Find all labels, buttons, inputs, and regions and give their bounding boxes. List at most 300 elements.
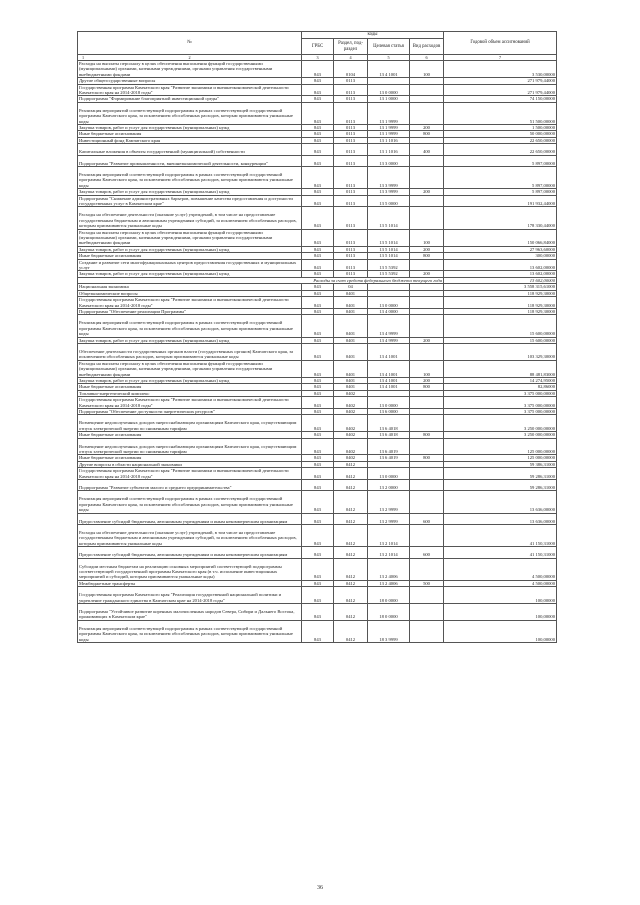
row-section: 0113 [334, 144, 368, 155]
row-grbs: 843 [302, 461, 334, 467]
table-row [78, 603, 557, 620]
table-row [78, 102, 557, 124]
row-amount: 118 929,30000 [444, 297, 557, 309]
row-grbs: 843 [302, 229, 334, 246]
table-row [78, 587, 557, 604]
row-description: Подпрограмма "Снижение административных барьеров, повышение качества предоставления и доступности государственных услуг в Камчатском крае" [78, 195, 302, 207]
row-grbs: 843 [302, 84, 334, 96]
row-target-article: 13 1 9999 [368, 102, 410, 124]
row-amount: 271 979,44000 [444, 84, 557, 96]
row-grbs: 843 [302, 455, 334, 461]
row-grbs: 843 [302, 524, 334, 546]
row-target-article: 13 5 1014 [368, 207, 410, 229]
table-row [78, 524, 557, 546]
row-amount: 3 250 000,00000 [444, 415, 557, 432]
row-section: 0412 [334, 461, 368, 467]
table-row [78, 547, 557, 558]
row-amount: 82,86000 [444, 384, 557, 390]
column-number-3: 3 [302, 55, 334, 61]
row-target-article: 13 5 1014 [368, 229, 410, 246]
row-expense-type: 800 [410, 384, 444, 390]
row-expense-type: 200 [410, 271, 444, 277]
table-row [78, 167, 557, 189]
row-expense-type: 200 [410, 189, 444, 195]
row-grbs: 843 [302, 390, 334, 396]
row-section: 0401 [334, 343, 368, 360]
row-amount: 100,00000 [444, 603, 557, 620]
row-grbs: 843 [302, 189, 334, 195]
row-amount: 59 286,31000 [444, 479, 557, 490]
row-amount: 103 329,30000 [444, 343, 557, 360]
row-expense-type: 800 [410, 432, 444, 438]
row-section: 0113 [334, 271, 368, 277]
row-expense-type [410, 491, 444, 513]
row-description: Подпрограмма "Формирование благоприятной инвестиционной среды" [78, 96, 302, 102]
row-expense-type [410, 259, 444, 271]
row-amount: 13 636,00000 [444, 513, 557, 524]
row-section: 0113 [334, 246, 368, 252]
row-grbs: 843 [302, 125, 334, 131]
row-section: 0412 [334, 468, 368, 480]
row-target-article: 13 5 0000 [368, 195, 410, 207]
row-expense-type [410, 415, 444, 432]
row-grbs: 843 [302, 144, 334, 155]
table-row [78, 491, 557, 513]
row-section: 0113 [334, 229, 368, 246]
row-description: Закупка товаров, работ и услуг для государственных (муниципальных) нужд [78, 377, 302, 383]
row-description: Другие вопросы в области национальной экономики [78, 461, 302, 467]
row-section: 0113 [334, 96, 368, 102]
row-description: Реализация мероприятий соответствующей подпрограммы в рамках соответствующей государственной программы Камчатского края, за исключением обособленных расходов, которым присваиваются уникальные коды [78, 491, 302, 513]
row-amount: 22 650,00000 [444, 144, 557, 155]
row-amount: 5 897,00000 [444, 155, 557, 166]
row-description: Топливно-энергетический комплекс [78, 390, 302, 396]
row-description: Национальная экономика [78, 284, 302, 290]
row-grbs: 843 [302, 315, 334, 337]
row-grbs: 843 [302, 343, 334, 360]
row-target-article: 13 4 1001 [368, 343, 410, 360]
row-section: 0412 [334, 479, 368, 490]
row-description: Подпрограмма "Развитие субъектов малого и среднего предпринимательства" [78, 479, 302, 490]
row-amount: 13 602,00000 [444, 277, 557, 283]
row-description: Расходы на обеспечение деятельности (оказание услуг) учреждений, в том числе на предоставление государственным бюджетным и автономным учреждениям субсидий, за исключением обособленных расходов, которым присваиваются уникальные коды [78, 524, 302, 546]
row-description: Государственная программа Камчатского края "Развитие экономики и внешнеэкономической деятельности Камчатского края на 2014-2018 годы" [78, 84, 302, 96]
row-target-article: 13 4 0000 [368, 308, 410, 314]
table-row [78, 297, 557, 309]
column-number-5: 5 [368, 55, 410, 61]
row-expense-type: 800 [410, 131, 444, 137]
column-number-1-2 [78, 55, 302, 61]
row-expense-type [410, 620, 444, 642]
row-section: 0412 [334, 580, 368, 586]
row-grbs: 843 [302, 360, 334, 377]
row-grbs: 843 [302, 246, 334, 252]
row-section: 0401 [334, 290, 368, 296]
row-section: 0402 [334, 455, 368, 461]
row-target-article: 13 0 0000 [368, 84, 410, 96]
row-description: Расходы на обеспечение деятельности (оказание услуг) учреждений, в том числе на предоставление государственным бюджетным и автономным учреждениям субсидий, за исключением обособленных расходов, которым присваиваются уникальные коды [78, 207, 302, 229]
row-section: 0113 [334, 155, 368, 166]
row-target-article: 13 1 1016 [368, 137, 410, 143]
row-target-article: 13 1 1016 [368, 144, 410, 155]
row-target-article: 13 1 9999 [368, 131, 410, 137]
row-section: 0402 [334, 397, 368, 409]
row-grbs: 843 [302, 207, 334, 229]
row-section: 0113 [334, 125, 368, 131]
row-section: 0113 [334, 167, 368, 189]
row-section: 0113 [334, 102, 368, 124]
row-description: Закупка товаров, работ и услуг для государственных (муниципальных) нужд [78, 125, 302, 131]
row-target-article: 13 3 9999 [368, 167, 410, 189]
row-amount: 125 000,00000 [444, 455, 557, 461]
row-expense-type: 100 [410, 360, 444, 377]
row-expense-type [410, 479, 444, 490]
row-expense-type: 200 [410, 246, 444, 252]
row-grbs: 843 [302, 253, 334, 259]
row-description: Возмещение недополученных доходов энергоснабжающим организациям Камчатского края, осуществляющим отпуск электрической энергии по сниженным тарифам [78, 415, 302, 432]
row-section: 0113 [334, 189, 368, 195]
row-section: 0113 [334, 84, 368, 96]
row-amount: 27 963,60000 [444, 246, 557, 252]
row-description: Расходы на выплаты персоналу в целях обеспечения выполнения функций государственными (муниципальными) органами, казенными учреждениями, органами управления государственными внебюджетными фондами [78, 360, 302, 377]
row-section: 0401 [334, 377, 368, 383]
row-description: Закупка товаров, работ и услуг для государственных (муниципальных) нужд [78, 271, 302, 277]
row-amount: 15 600,00000 [444, 315, 557, 337]
row-grbs: 843 [302, 137, 334, 143]
row-amount: 3 530,00000 [444, 61, 557, 78]
row-description: Иные бюджетные ассигнования [78, 384, 302, 390]
column-number-1: 1 [82, 55, 85, 60]
row-description: Государственная программа Камчатского края "Реализация государственной национальной политики и укрепление гражданского единства в Камчатском крае на 2014-2018 годы" [78, 587, 302, 604]
row-section: 0401 [334, 297, 368, 309]
row-amount: 3 558 315,61000 [444, 284, 557, 290]
row-section: 0412 [334, 524, 368, 546]
row-amount: 118 929,30000 [444, 308, 557, 314]
header-section: Раздел, под- раздел [334, 39, 368, 55]
row-grbs: 843 [302, 384, 334, 390]
row-grbs: 843 [302, 580, 334, 586]
row-expense-type [410, 558, 444, 580]
row-target-article: 13 4 1001 [368, 377, 410, 383]
header-target-article: Целевая статья [368, 39, 410, 55]
row-amount: 150 066,84000 [444, 229, 557, 246]
row-description: Реализация мероприятий соответствующей подпрограммы в рамках соответствующей государственной программы Камчатского края, за исключением обособленных расходов, которым присваиваются уникальные коды [78, 102, 302, 124]
row-expense-type [410, 603, 444, 620]
row-expense-type [410, 524, 444, 546]
row-description: Государственная программа Камчатского края "Развитие экономики и внешнеэкономической деятельности Камчатского края на 2014-2018 годы" [78, 297, 302, 309]
row-grbs: 843 [302, 290, 334, 296]
row-amount: 41 150,31000 [444, 547, 557, 558]
column-number-4: 4 [334, 55, 368, 61]
row-target-article: 18 3 9999 [368, 620, 410, 642]
column-number-6: 6 [410, 55, 444, 61]
row-description: Реализация мероприятий соответствующей подпрограммы в рамках соответствующей государственной программы Камчатского края, за исключением обособленных расходов, которым присваиваются уникальные коды [78, 315, 302, 337]
row-amount: 100,00000 [444, 620, 557, 642]
row-amount: 300,00000 [444, 253, 557, 259]
row-amount: 22 650,00000 [444, 137, 557, 143]
row-target-article: 13 2 4006 [368, 558, 410, 580]
row-grbs: 843 [302, 603, 334, 620]
row-description: Другие общегосударственные вопросы [78, 78, 302, 84]
row-grbs: 843 [302, 415, 334, 432]
row-description: Субсидии местным бюджетам на реализацию основных мероприятий соответствующей подпрограммы соответствующей государственной программы Камчатского края (в т.ч. исполнение инвестиционных мероприятий и субсидий, которым присваиваются уникальные коды) [78, 558, 302, 580]
row-grbs: 843 [302, 308, 334, 314]
row-section: 0412 [334, 587, 368, 604]
row-amount: 3 375 000,00000 [444, 397, 557, 409]
row-amount: 178 330,44000 [444, 207, 557, 229]
row-description: Инвестиционный фонд Камчатского края [78, 137, 302, 143]
header-grbs: ГРБС [302, 39, 334, 55]
row-description: Обеспечение деятельности государственных органов власти (государственных органов) Камчатского края, за исключением обособленных расходов, которым присваиваются уникальные коды [78, 343, 302, 360]
header-expense-type: Вид расходов [410, 39, 444, 55]
row-description: Расходы на выплаты персоналу в целях обеспечения выполнения функций государственными (муниципальными) органами, казенными учреждениями, органами управления государственными внебюджетными фондами [78, 229, 302, 246]
row-amount: 15 600,00000 [444, 337, 557, 343]
row-amount: 41 150,31000 [444, 524, 557, 546]
row-amount: 50 000,00000 [444, 131, 557, 137]
row-target-article: 13 6 4019 [368, 438, 410, 455]
row-expense-type [410, 155, 444, 166]
row-grbs: 843 [302, 271, 334, 277]
row-grbs: 843 [302, 96, 334, 102]
row-grbs: 843 [302, 195, 334, 207]
row-amount: 59 386,31000 [444, 461, 557, 467]
row-description: Иные бюджетные ассигнования [78, 455, 302, 461]
row-amount: 125 000,00000 [444, 438, 557, 455]
row-section: 0401 [334, 315, 368, 337]
column-number-2: 2 [188, 55, 191, 60]
row-target-article: 13 3 9999 [368, 189, 410, 195]
row-target-article: 13 2 4006 [368, 580, 410, 586]
row-description: Подпрограмма "Обеспечение реализации Программы" [78, 308, 302, 314]
row-expense-type [410, 343, 444, 360]
row-description: Подпрограмма "Обеспечение доступности энергетических ресурсов" [78, 408, 302, 414]
row-expense-type [410, 587, 444, 604]
row-amount: 88 481,83000 [444, 360, 557, 377]
row-target-article: 18 0 0000 [368, 603, 410, 620]
row-description: Создание и развитие сети многофункциональных центров предоставления государственных и муниципальных услуг [78, 259, 302, 271]
row-amount: 13 602,00000 [444, 259, 557, 271]
table-row [78, 207, 557, 229]
row-description: Капитальные вложения в объекты государственной (муниципальной) собственности [78, 144, 302, 155]
row-expense-type: 600 [410, 547, 444, 558]
table-row [78, 438, 557, 455]
page-number: 36 [317, 885, 323, 891]
row-description: Расходы на выплаты персоналу в целях обеспечения выполнения функций государственными (муниципальными) органами, казенными учреждениями, органами управления государственными внебюджетными фондами [78, 61, 302, 78]
row-amount: 74 150,00000 [444, 96, 557, 102]
row-description: Возмещение недополученных доходов энергоснабжающим организациям Камчатского края, осуществляющим отпуск электрической энергии по сниженным тарифам [78, 438, 302, 455]
row-section: 0401 [334, 308, 368, 314]
row-grbs: 843 [302, 102, 334, 124]
row-amount: 118 929,30000 [444, 290, 557, 296]
header-number: № [78, 32, 302, 55]
row-expense-type [410, 167, 444, 189]
row-section: 0402 [334, 432, 368, 438]
row-target-article: 13 2 0000 [368, 479, 410, 490]
row-expense-type: 200 [410, 125, 444, 131]
row-expense-type [410, 207, 444, 229]
row-target-article: 13 4 1001 [368, 360, 410, 377]
row-description: Реализация мероприятий соответствующей подпрограммы в рамках соответствующей государственной программы Камчатского края, за исключением обособленных расходов, которым присваиваются уникальные коды [78, 167, 302, 189]
table-row [78, 155, 557, 166]
row-expense-type [410, 102, 444, 124]
row-amount: 13 636,00000 [444, 491, 557, 513]
table-row [78, 415, 557, 432]
row-section: 0402 [334, 408, 368, 414]
row-expense-type: 200 [410, 377, 444, 383]
row-amount: 51 500,00000 [444, 102, 557, 124]
row-section: 0113 [334, 253, 368, 259]
row-description: Общеэкономические вопросы [78, 290, 302, 296]
row-section: 0113 [334, 78, 368, 84]
budget-table [77, 31, 557, 643]
row-amount: 4 500,00000 [444, 580, 557, 586]
table-row [78, 397, 557, 409]
row-expense-type [410, 397, 444, 409]
row-section: 0401 [334, 360, 368, 377]
row-description: Предоставление субсидий бюджетным, автономным учреждениям и иным некоммерческим организациям [78, 547, 302, 558]
row-expense-type [410, 195, 444, 207]
row-section: 0402 [334, 390, 368, 396]
row-target-article: 13 4 9999 [368, 337, 410, 343]
row-expense-type: 400 [410, 144, 444, 155]
row-description: Подпрограмма "Развитие промышленности, внешнеэкономической деятельности, конкуренции" [78, 155, 302, 166]
row-expense-type: 800 [410, 455, 444, 461]
row-amount: 14 274,95000 [444, 377, 557, 383]
row-target-article: 13 2 9999 [368, 513, 410, 524]
table-row [78, 620, 557, 642]
row-section: 0113 [334, 195, 368, 207]
row-expense-type: 600 [410, 513, 444, 524]
row-amount: 3 375 000,00000 [444, 408, 557, 414]
row-target-article: 13 6 4019 [368, 455, 410, 461]
table-row [78, 144, 557, 155]
row-section: 04 [334, 284, 368, 290]
row-target-article: 13 4 1001 [368, 384, 410, 390]
row-target-article: 13 0 0000 [368, 397, 410, 409]
row-description: Закупка товаров, работ и услуг для государственных (муниципальных) нужд [78, 189, 302, 195]
row-section: 0412 [334, 491, 368, 513]
row-amount: 3 250 000,00000 [444, 432, 557, 438]
row-amount: 4 500,00000 [444, 558, 557, 580]
row-section: 0113 [334, 137, 368, 143]
row-target-article: 13 0 0000 [368, 297, 410, 309]
row-amount: 191 932,44000 [444, 195, 557, 207]
table-row [78, 315, 557, 337]
row-grbs: 843 [302, 479, 334, 490]
header-codes-group: коды [302, 32, 444, 39]
row-grbs: 843 [302, 587, 334, 604]
row-grbs: 843 [302, 547, 334, 558]
row-section: 0113 [334, 207, 368, 229]
row-grbs: 843 [302, 558, 334, 580]
row-section: 0113 [334, 259, 368, 271]
row-description: Предоставление субсидий бюджетным, автономным учреждениям и иным некоммерческим организациям [78, 513, 302, 524]
row-grbs: 843 [302, 468, 334, 480]
row-expense-type: 800 [410, 253, 444, 259]
row-section: 0113 [334, 131, 368, 137]
row-section: 0412 [334, 513, 368, 524]
row-grbs: 843 [302, 513, 334, 524]
row-target-article: 13 3 0000 [368, 155, 410, 166]
row-description: Подпрограмма "Устойчивое развитие коренных малочисленных народов Севера, Сибири и Дальнего Востока, проживающих в Камчатском крае" [78, 603, 302, 620]
row-target-article: 13 5 5392 [368, 259, 410, 271]
row-target-article: 13 2 1014 [368, 524, 410, 546]
row-grbs: 843 [302, 259, 334, 271]
row-target-article: 13 5 1014 [368, 246, 410, 252]
row-target-article: 13 6 4018 [368, 415, 410, 432]
row-grbs: 843 [302, 78, 334, 84]
row-grbs: 843 [302, 297, 334, 309]
row-expense-type: 100 [410, 61, 444, 78]
table-row [78, 513, 557, 524]
row-amount: 100,00000 [444, 587, 557, 604]
row-description: Закупка товаров, работ и услуг для государственных (муниципальных) нужд [78, 337, 302, 343]
row-grbs: 843 [302, 61, 334, 78]
column-number-7: 7 [444, 55, 557, 61]
table-row [78, 360, 557, 377]
row-grbs: 843 [302, 131, 334, 137]
row-target-article: 13 1 0000 [368, 96, 410, 102]
table-body [78, 61, 557, 643]
row-target-article: 18 0 0000 [368, 587, 410, 604]
row-expense-type: 200 [410, 337, 444, 343]
row-expense-type [410, 438, 444, 455]
row-grbs: 843 [302, 397, 334, 409]
row-section: 0402 [334, 415, 368, 432]
table-row [78, 558, 557, 580]
row-target-article: 13 0 0000 [368, 468, 410, 480]
budget-table-sheet [77, 31, 556, 643]
row-section: 0401 [334, 337, 368, 343]
row-amount: 13 602,00000 [444, 271, 557, 277]
row-target-article: 13 6 0000 [368, 408, 410, 414]
row-expense-type: 500 [410, 580, 444, 586]
row-description: Межбюджетные трансферты [78, 580, 302, 586]
table-row [78, 259, 557, 271]
row-target-article: 13 4 1001 [368, 61, 410, 78]
row-expense-type [410, 315, 444, 337]
table-row [78, 61, 557, 78]
row-amount: 5 897,00000 [444, 189, 557, 195]
row-amount: 5 897,00000 [444, 167, 557, 189]
row-description: Реализация мероприятий соответствующей подпрограммы в рамках соответствующей государственной программы Камчатского края, за исключением обособленных расходов, которым присваиваются уникальные коды [78, 620, 302, 642]
row-section: 0402 [334, 438, 368, 455]
table-row [78, 229, 557, 246]
row-section: 0412 [334, 620, 368, 642]
row-amount: 59 286,31000 [444, 468, 557, 480]
row-target-article: 13 4 9999 [368, 315, 410, 337]
row-grbs: 843 [302, 337, 334, 343]
row-description: Государственная программа Камчатского края "Развитие экономики и внешнеэкономической деятельности Камчатского края на 2014-2018 годы" [78, 468, 302, 480]
row-expense-type [410, 468, 444, 480]
row-target-article: 13 5 1014 [368, 253, 410, 259]
header-amount: Годовой объем ассигнований [444, 32, 557, 55]
row-section: 0104 [334, 61, 368, 78]
row-description: Расходы за счет средств федерального бюджета текущего года [78, 277, 444, 283]
row-grbs: 843 [302, 620, 334, 642]
table-row [78, 468, 557, 480]
row-section: 0412 [334, 558, 368, 580]
row-target-article: 13 2 1014 [368, 547, 410, 558]
table-row [78, 479, 557, 490]
row-expense-type: 100 [410, 229, 444, 246]
row-description: Иные бюджетные ассигнования [78, 253, 302, 259]
row-grbs: 843 [302, 408, 334, 414]
row-amount: 271 979,44000 [444, 78, 557, 84]
row-grbs: 843 [302, 155, 334, 166]
row-description: Закупка товаров, работ и услуг для государственных (муниципальных) нужд [78, 246, 302, 252]
row-target-article: 13 6 4018 [368, 432, 410, 438]
